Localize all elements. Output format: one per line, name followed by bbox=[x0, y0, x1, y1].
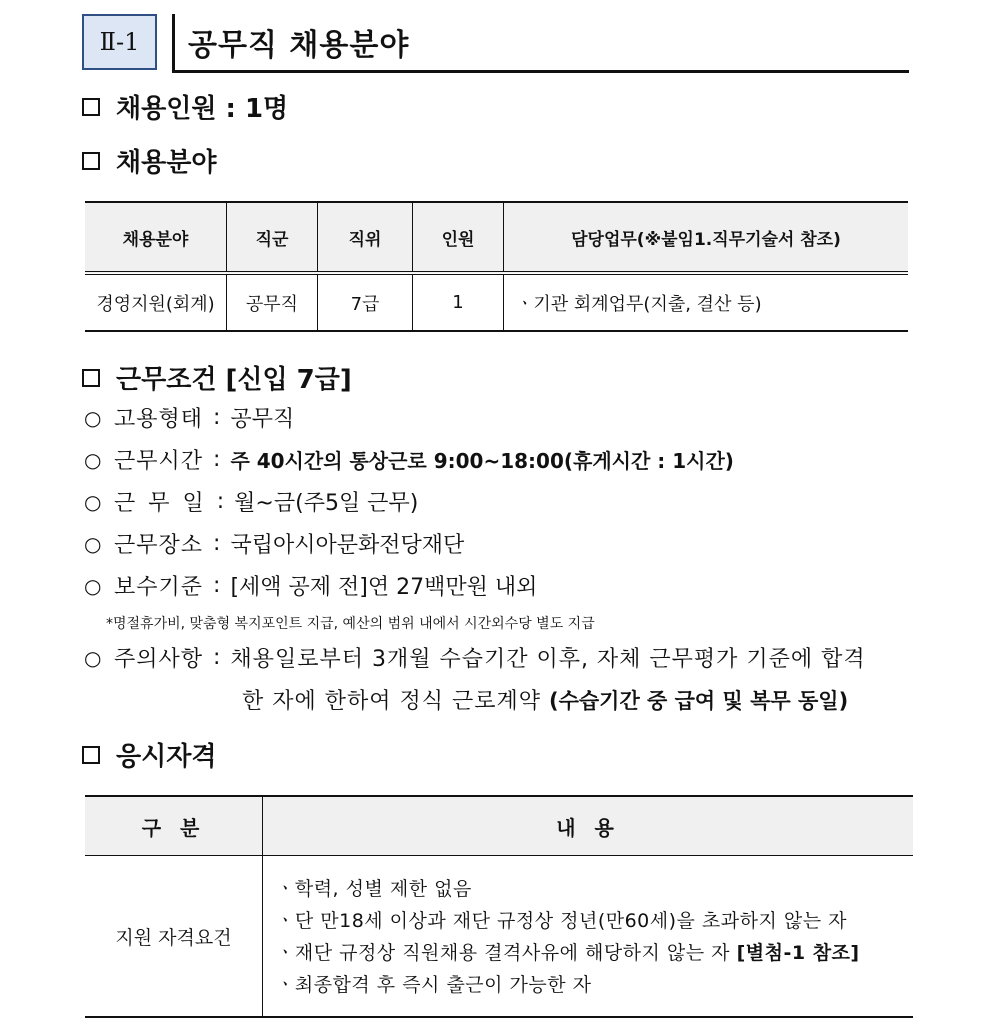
col-header-content: 내 용 bbox=[263, 796, 914, 856]
circle-bullet-icon: ○ bbox=[84, 573, 102, 598]
list-item bbox=[276, 937, 912, 969]
condition-value: 주 40시간의 통상근로 9:00~18:00(휴게시간 : 1시간) bbox=[230, 449, 734, 473]
salary-note: *명절휴가비, 맞춤형 복지포인트 지급, 예산의 범위 내에서 시간외수당 별도 지급 bbox=[106, 616, 595, 632]
cell-rank: 7급 bbox=[318, 273, 413, 331]
notice-line2-plain: 한 자에 한하여 정식 근로계약 bbox=[242, 689, 541, 714]
condition-label: 주의사항 bbox=[114, 647, 204, 672]
condition-label: 근무시간 bbox=[114, 449, 204, 474]
condition-label: 근 무 일 bbox=[114, 491, 207, 516]
qualification-list bbox=[264, 857, 912, 1015]
col-header: 직위 bbox=[318, 202, 413, 273]
condition-work-place bbox=[84, 528, 464, 559]
header-horizontal-rule bbox=[172, 70, 909, 73]
condition-value: [세액 공제 전]연 27백만원 내외 bbox=[230, 575, 538, 600]
condition-label: 근무장소 bbox=[114, 533, 204, 558]
colon: : bbox=[213, 573, 221, 598]
condition-salary bbox=[84, 570, 537, 601]
condition-work-hours bbox=[84, 444, 734, 475]
circle-bullet-icon: ○ bbox=[84, 405, 102, 430]
qualifications-header-row bbox=[85, 796, 913, 856]
col-header-category: 구 분 bbox=[85, 796, 263, 856]
heading-qualifications-text: 응시자격 bbox=[116, 742, 217, 772]
section-number-box bbox=[82, 14, 157, 70]
checkbox-square-icon bbox=[82, 98, 100, 116]
table-row bbox=[85, 273, 908, 331]
condition-notice-line2 bbox=[242, 684, 848, 715]
positions-header-row bbox=[85, 202, 908, 273]
section-title: 공무직 채용분야 bbox=[188, 28, 410, 63]
condition-label: 보수기준 bbox=[114, 575, 204, 600]
cell-field: 경영지원(회계) bbox=[85, 273, 227, 331]
heading-headcount-text: 채용인원 : 1명 bbox=[116, 94, 289, 124]
list-item-text: ㆍ재단 규정상 직원채용 결격사유에 해당하지 않는 자 bbox=[276, 942, 737, 964]
qualifications-table bbox=[85, 795, 913, 1018]
cell-duty: ㆍ기관 회계업무(지출, 결산 등) bbox=[504, 273, 909, 331]
circle-bullet-icon: ○ bbox=[84, 447, 102, 472]
checkbox-square-icon bbox=[82, 746, 100, 764]
condition-work-days bbox=[84, 486, 418, 517]
col-header: 인원 bbox=[413, 202, 504, 273]
list-item: ㆍ단 만18세 이상과 재단 규정상 정년(만60세)을 초과하지 않는 자 bbox=[276, 910, 847, 932]
col-header: 채용분야 bbox=[85, 202, 227, 273]
heading-qualifications bbox=[82, 736, 216, 773]
circle-bullet-icon: ○ bbox=[84, 531, 102, 556]
positions-table bbox=[85, 201, 908, 332]
colon: : bbox=[213, 645, 221, 670]
colon: : bbox=[216, 489, 225, 514]
cell-qualification-items bbox=[263, 856, 914, 1018]
notice-line1: 채용일로부터 3개월 수습기간 이후, 자체 근무평가 기준에 합격 bbox=[230, 647, 866, 672]
condition-employment-type bbox=[84, 402, 294, 433]
condition-notice bbox=[84, 642, 866, 673]
condition-value: 월~금(주5일 근무) bbox=[234, 491, 419, 516]
colon: : bbox=[213, 447, 221, 472]
condition-label: 고용형태 bbox=[114, 407, 204, 432]
checkbox-square-icon bbox=[82, 152, 100, 170]
table-row bbox=[85, 856, 913, 1018]
colon: : bbox=[213, 405, 221, 430]
list-item-bold: [별첨-1 참조] bbox=[736, 942, 860, 964]
col-header: 담당업무(※붙임1.직무기술서 참조) bbox=[504, 202, 909, 273]
list-item: ㆍ최종합격 후 즉시 출근이 가능한 자 bbox=[276, 974, 592, 996]
heading-conditions bbox=[82, 359, 352, 396]
col-header: 직군 bbox=[227, 202, 318, 273]
checkbox-square-icon bbox=[82, 369, 100, 387]
circle-bullet-icon: ○ bbox=[84, 489, 102, 514]
section-number: Ⅱ-1 bbox=[99, 28, 140, 56]
heading-field bbox=[82, 142, 216, 179]
condition-value: 국립아시아문화전당재단 bbox=[230, 533, 465, 558]
cell-group: 공무직 bbox=[227, 273, 318, 331]
cell-qualification-label: 지원 자격요건 bbox=[85, 856, 263, 1018]
cell-count: 1 bbox=[413, 273, 504, 331]
list-item: ㆍ학력, 성별 제한 없음 bbox=[276, 878, 472, 900]
heading-headcount bbox=[82, 88, 288, 125]
header-vertical-rule bbox=[172, 14, 175, 72]
colon: : bbox=[213, 531, 221, 556]
circle-bullet-icon: ○ bbox=[84, 645, 102, 670]
heading-conditions-text: 근무조건 [신입 7급] bbox=[116, 365, 352, 395]
condition-value: 공무직 bbox=[230, 407, 295, 432]
notice-line2-bold: (수습기간 중 급여 및 복무 동일) bbox=[549, 688, 849, 713]
heading-field-text: 채용분야 bbox=[116, 148, 217, 178]
